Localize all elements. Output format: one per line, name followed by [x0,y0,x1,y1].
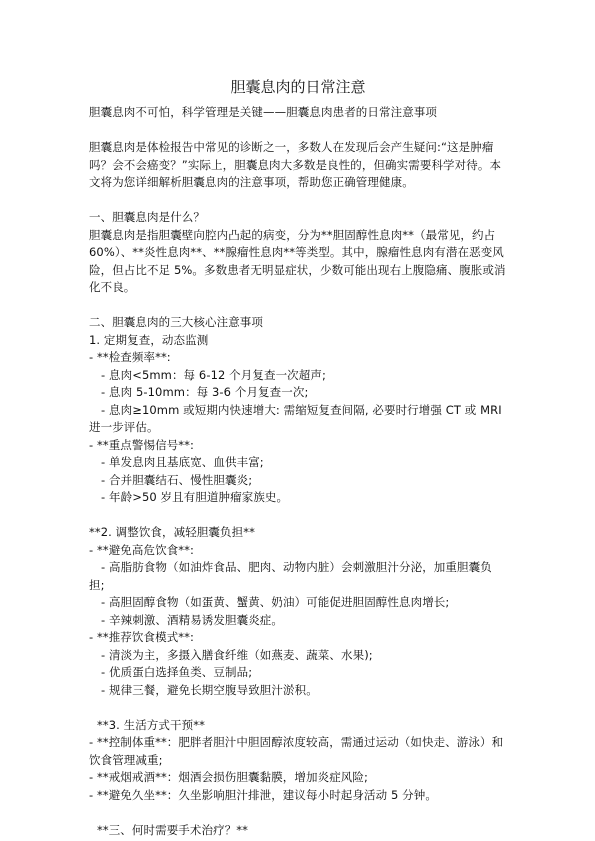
spacer [89,699,507,717]
warning-item: - 年龄>50 岁且有胆道肿瘤家族史。 [101,490,289,504]
spacer [89,192,507,210]
document-subtitle: 胆囊息肉不可怕，科学管理是关键——胆囊息肉患者的日常注意事项 [89,105,437,119]
section2-heading: 二、胆囊息肉的三大核心注意事项 [89,315,263,329]
avoid-item: - 辛辣刺激、酒精易诱发胆囊炎症。 [101,612,284,627]
lifestyle-item: - **戒烟戒酒**：烟酒会损伤胆囊黏膜，增加炎症风险; [89,770,368,784]
lifestyle-item: - **控制体重**：肥胖者胆汁中胆固醇浓度较高，需通过运动（如快走、游泳）和饮食管理减重; [89,735,504,767]
spacer [89,804,507,822]
recommend-item: - 规律三餐，避免长期空腹导致胆汁淤积。 [101,682,318,697]
recommend-item: - 清淡为主，多摄入膳食纤维（如燕麦、蔬菜、水果); [101,647,373,662]
frequency-label: - **检查频率**: [89,350,171,364]
warning-item: - 单发息肉且基底宽、血供丰富; [101,455,264,469]
spacer [89,507,507,525]
avoid-item: - 高脂肪食物（如油炸食品、肥肉、动物内脏）会刺激胆汁分泌，加重胆囊负担; [89,560,492,592]
intro-paragraph: 胆囊息肉是体检报告中常见的诊断之一，多数人在发现后会产生疑问:“这是肿瘤吗？会不会癌变？”实际上，胆囊息肉大多数是良性的，但确实需要科学对待。本文将为您详细解析胆囊息肉的注意事项，帮助您正确管理健康。 [89,140,502,189]
frequency-item: - 息肉≥10mm 或短期内快速增大: 需缩短复查间隔, 必要时行增强 CT 或 MRI 进一步评估。 [89,402,502,434]
spacer [89,297,507,315]
avoid-label: - **避免高危饮食**: [89,542,194,557]
subsection2-heading: **2. 调整饮食，减轻胆囊负担** [89,525,255,539]
recommend-label: - **推荐饮食模式**: [89,630,194,644]
document-title: 胆囊息肉的日常注意 [230,78,366,96]
warning-label: - **重点警惕信号**: [89,437,194,452]
section1-heading: 一、胆囊息肉是什么？ [89,210,205,224]
warning-item: - 合并胆囊结石、慢性胆囊炎; [101,472,253,487]
subsection3-heading: **3. 生活方式干预** [97,717,205,732]
recommend-item: - 优质蛋白选择鱼类、豆制品; [101,665,253,679]
subsection1-heading: 1. 定期复查，动态监测 [89,332,209,347]
section3-heading: **三、何时需要手术治疗？** [97,822,248,837]
avoid-item: - 高胆固醇食物（如蛋黄、蟹黄、奶油）可能促进胆固醇性息肉增长; [101,595,450,609]
frequency-item: - 息肉 5-10mm：每 3-6 个月复查一次; [101,385,309,399]
section1-body: 胆囊息肉是指胆囊壁向腔内凸起的病变，分为**胆固醇性息肉**（最常见，约占60%）、**炎性息肉**、**腺瘤性息肉**等类型。其中，腺瘤性息肉有潜在恶变风险，但占比不足 5%。多数患者无明显症状，少数可能出现右上腹隐痛、腹胀或消化不良。 [89,227,506,294]
lifestyle-item: - **避免久坐**：久坐影响胆汁排泄，建议每小时起身活动 5 分钟。 [89,787,437,802]
frequency-item: - 息肉<5mm：每 6-12 个月复查一次超声; [101,367,326,382]
spacer [89,122,507,140]
